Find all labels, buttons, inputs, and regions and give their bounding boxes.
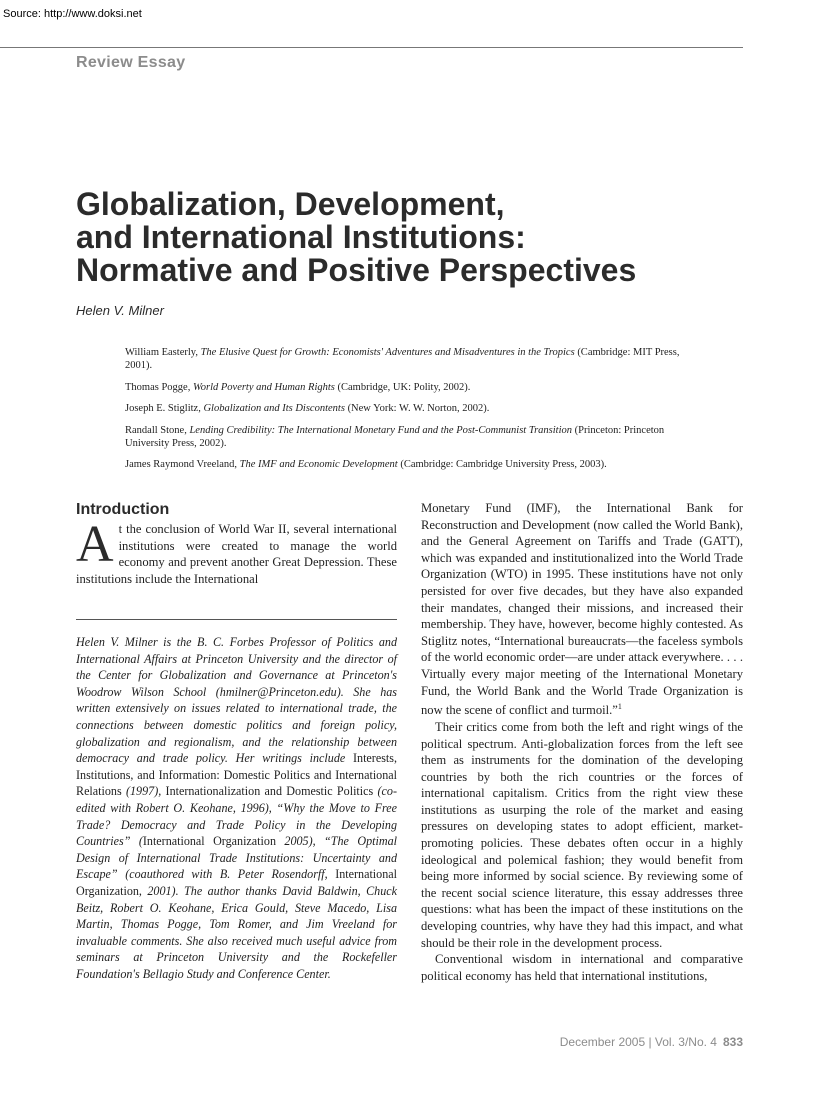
page-number: 833: [722, 1035, 743, 1049]
intro-paragraph: [76, 516, 397, 587]
ref-author: Joseph E. Stiglitz,: [125, 403, 204, 414]
footnote-marker: 1: [617, 702, 622, 712]
reviewed-work: [125, 424, 700, 450]
ref-author: William Easterly,: [125, 347, 201, 358]
intro-heading: Introduction: [76, 501, 170, 518]
ref-title: Globalization and Its Discontents: [203, 403, 345, 414]
page-footer: [560, 1035, 743, 1049]
title-line: Normative and Positive Perspectives: [76, 252, 637, 288]
ref-publisher: (Princeton: Princeton University Press, 2002).: [125, 424, 665, 449]
author-bio: [76, 634, 397, 982]
issue-info: December 2005 | Vol. 3/No. 4: [559, 1035, 717, 1049]
drop-cap: A: [76, 516, 114, 573]
bio-work-title: Interests, Institutions, and Information: Domestic Politics and International Relations: [76, 751, 397, 799]
title-line: and International Institutions:: [76, 219, 526, 255]
ref-author: Randall Stone,: [125, 424, 190, 436]
left-column: [76, 500, 397, 587]
bio-text: (co-edited with Robert O. Keohane, 1996), “Why the Move to Free Trade? Democracy and Trade Policy in the Developing Countries” (: [76, 784, 397, 849]
ref-title: World Poverty and Human Rights: [192, 381, 335, 393]
right-column: [421, 500, 743, 984]
bio-text: (1997),: [121, 784, 166, 799]
bio-text: 2001). The author thanks David Baldwin, Chuck Beitz, Robert O. Keohane, Erica Gould, Steve Macedo, Lisa Martin, Thomas Pogge, Tom Romer, and Jim Vreeland for invaluable comments. She also received much useful advice from seminars at Princeton University and the Rockefeller Foundation's Bellagio Study and Conference Center.: [76, 883, 397, 981]
article-title: [76, 188, 756, 287]
body-paragraph: [421, 500, 743, 719]
ref-author: James Raymond Vreeland,: [125, 459, 240, 470]
source-line: Source: http://www.doksi.net: [0, 8, 145, 20]
reviewed-work: [125, 346, 700, 372]
title-line: Globalization, Development,: [76, 186, 505, 222]
reviewed-work: [125, 381, 700, 394]
ref-publisher: (New York: W. W. Norton, 2002).: [344, 403, 490, 414]
ref-publisher: (Cambridge: MIT Press, 2001).: [125, 347, 680, 371]
body-paragraph: Their critics come from both the left and right wings of the political spectrum. Anti-globalization forces from the left see them as instruments for the domination of the developing countries by both the rich countries or the forces of international capitalism. Critics from the right view these institutions as usurping the role of the market and easing pressures on developing states to adopt efficient, market-promoting policies. These debates often occur in a highly ideological and polemical fashion; they would benefit from being more informed by social science. By reviewing some of the recent social science literature, this essay addresses three questions: what has been the impact of these institutions on the developing countries, why have they had this impact, and what should be their role in the development process.: [421, 719, 743, 950]
author-name: Helen V. Milner: [76, 303, 164, 318]
paragraph-text: Monetary Fund (IMF), the International Bank for Reconstruction and Development (now called the World Bank), and the General Agreement on Tariffs and Trade (GATT), which was expanded and institutionalized into the World Trade Organization (WTO) in 1995. These institutions have not only persisted for over five decades, but they have also expanded their mandates, changed their missions, and increased their membership. They have, however, become highly contested. As Stiglitz notes, “International bureaucrats—the faceless symbols of the world economic order—are under attack everywhere. . . . Virtually every major meeting of the International Monetary Fund, the World Bank and the World Trade Organization is now the scene of conflict and turmoil.”: [421, 501, 743, 718]
bio-journal: International Organization,: [76, 867, 397, 898]
reviewed-work: [125, 458, 700, 471]
bio-work-title: Internationalization and Domestic Politics: [165, 784, 374, 799]
footnote-rule: [76, 619, 397, 620]
ref-title: Lending Credibility: The International Monetary Fund and the Post-Communist Transition: [189, 424, 573, 436]
ref-title: The Elusive Quest for Growth: Economists' Adventures and Misadventures in the Tropics: [200, 347, 575, 358]
section-label: Review Essay: [76, 54, 186, 71]
reviewed-works-list: [125, 346, 700, 480]
body-paragraph: Conventional wisdom in international and comparative political economy has held that international institutions,: [421, 952, 743, 983]
bio-journal: International Organization: [142, 834, 276, 849]
ref-publisher: (Cambridge: Cambridge University Press, 2003).: [397, 459, 607, 470]
ref-title: The IMF and Economic Development: [239, 459, 398, 470]
reviewed-work: [125, 402, 700, 415]
intro-text: t the conclusion of World War II, several international institutions were created to manage the world economy and prevent another Great Depression. These institutions include the International: [76, 522, 397, 586]
ref-publisher: (Cambridge, UK: Polity, 2002).: [334, 381, 471, 393]
bio-text: Helen V. Milner is the B. C. Forbes Professor of Politics and International Affairs at Princeton University and the director of the Center for Globalization and Governance at Princeton's Woodrow Wilson School (hmilner@Princeton.edu). She has written extensively on issues related to international trade, the connections between domestic politics and foreign policy, globalization and regionalism, and the relationship between democracy and trade policy. Her writings include: [76, 635, 397, 766]
bio-text: 2005), “The Optimal Design of International Trade Institutions: Uncertainty and Escape” (coauthored with B. Peter Rosendorff,: [76, 834, 397, 882]
top-rule: [0, 47, 743, 48]
ref-author: Thomas Pogge,: [125, 381, 193, 393]
